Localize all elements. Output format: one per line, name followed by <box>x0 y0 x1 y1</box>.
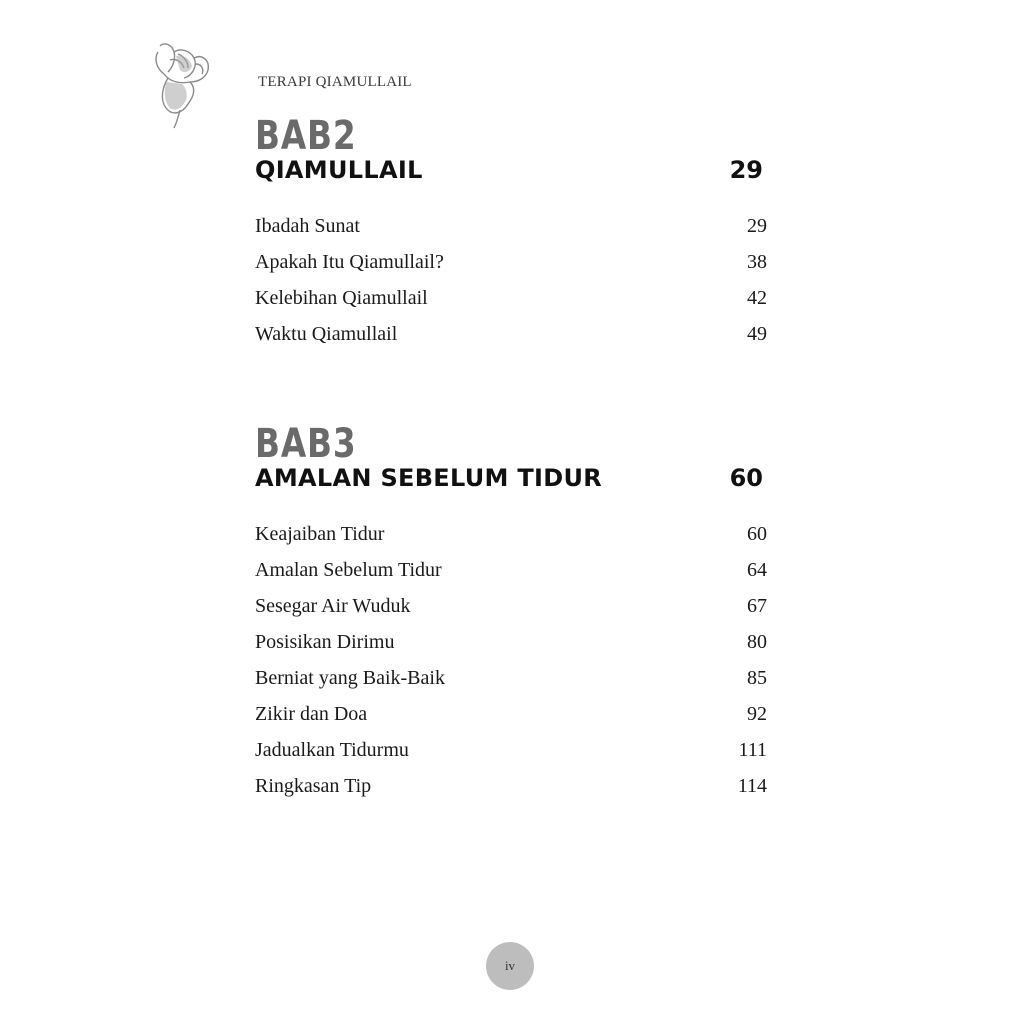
toc-entry[interactable] <box>255 280 767 316</box>
toc-entry[interactable] <box>255 552 767 588</box>
toc-entry-page: 29 <box>747 215 767 237</box>
toc-entry[interactable] <box>255 316 767 352</box>
toc-entry[interactable] <box>255 588 767 624</box>
toc-entry-label: Waktu Qiamullail <box>255 323 398 345</box>
toc-entry[interactable] <box>255 660 767 696</box>
chapter-bab3 <box>255 421 767 804</box>
chapter-heading[interactable] <box>255 464 767 492</box>
chapter-heading[interactable] <box>255 156 767 184</box>
toc-entry-label: Ibadah Sunat <box>255 215 360 237</box>
praying-hands-icon <box>150 38 220 130</box>
toc-entry-page: 67 <box>747 595 767 617</box>
chapter-page-number: 60 <box>729 464 763 492</box>
toc-entry-page: 49 <box>747 323 767 345</box>
chapter-number: BAB3 <box>255 421 357 467</box>
toc-entry-label: Sesegar Air Wuduk <box>255 595 411 617</box>
toc-entry-page: 64 <box>747 559 767 581</box>
toc-entry[interactable] <box>255 768 767 804</box>
toc-list <box>255 208 767 352</box>
toc-entry-page: 60 <box>747 523 767 545</box>
toc-entry-page: 111 <box>738 739 767 761</box>
toc-entry[interactable] <box>255 244 767 280</box>
toc-entry-page: 92 <box>747 703 767 725</box>
toc-entry-page: 85 <box>747 667 767 689</box>
chapter-page-number: 29 <box>729 156 763 184</box>
toc-entry-label: Ringkasan Tip <box>255 775 372 797</box>
toc-entry-label: Kelebihan Qiamullail <box>255 287 428 309</box>
toc-entry[interactable] <box>255 732 767 768</box>
toc-entry-label: Amalan Sebelum Tidur <box>255 559 442 581</box>
toc-list <box>255 516 767 804</box>
chapter-number: BAB2 <box>255 113 357 159</box>
toc-entry-label: Jadualkan Tidurmu <box>255 739 409 761</box>
toc-entry[interactable] <box>255 208 767 244</box>
toc-entry[interactable] <box>255 696 767 732</box>
chapter-bab2 <box>255 113 767 352</box>
toc-entry-page: 114 <box>737 775 767 797</box>
running-head: TERAPI QIAMULLAIL <box>258 74 412 90</box>
chapter-title: QIAMULLAIL <box>255 156 423 184</box>
toc-entry[interactable] <box>255 516 767 552</box>
chapter-title: AMALAN SEBELUM TIDUR <box>255 464 603 492</box>
toc-entry-page: 38 <box>747 251 767 273</box>
page-number-badge: iv <box>486 942 534 990</box>
toc-entry-page: 42 <box>747 287 767 309</box>
toc-entry-page: 80 <box>747 631 767 653</box>
toc-entry-label: Keajaiban Tidur <box>255 523 385 545</box>
toc-entry-label: Apakah Itu Qiamullail? <box>255 251 444 273</box>
toc-entry-label: Posisikan Dirimu <box>255 631 395 653</box>
toc-entry-label: Zikir dan Doa <box>255 703 368 725</box>
toc-entry[interactable] <box>255 624 767 660</box>
toc-entry-label: Berniat yang Baik-Baik <box>255 667 445 689</box>
